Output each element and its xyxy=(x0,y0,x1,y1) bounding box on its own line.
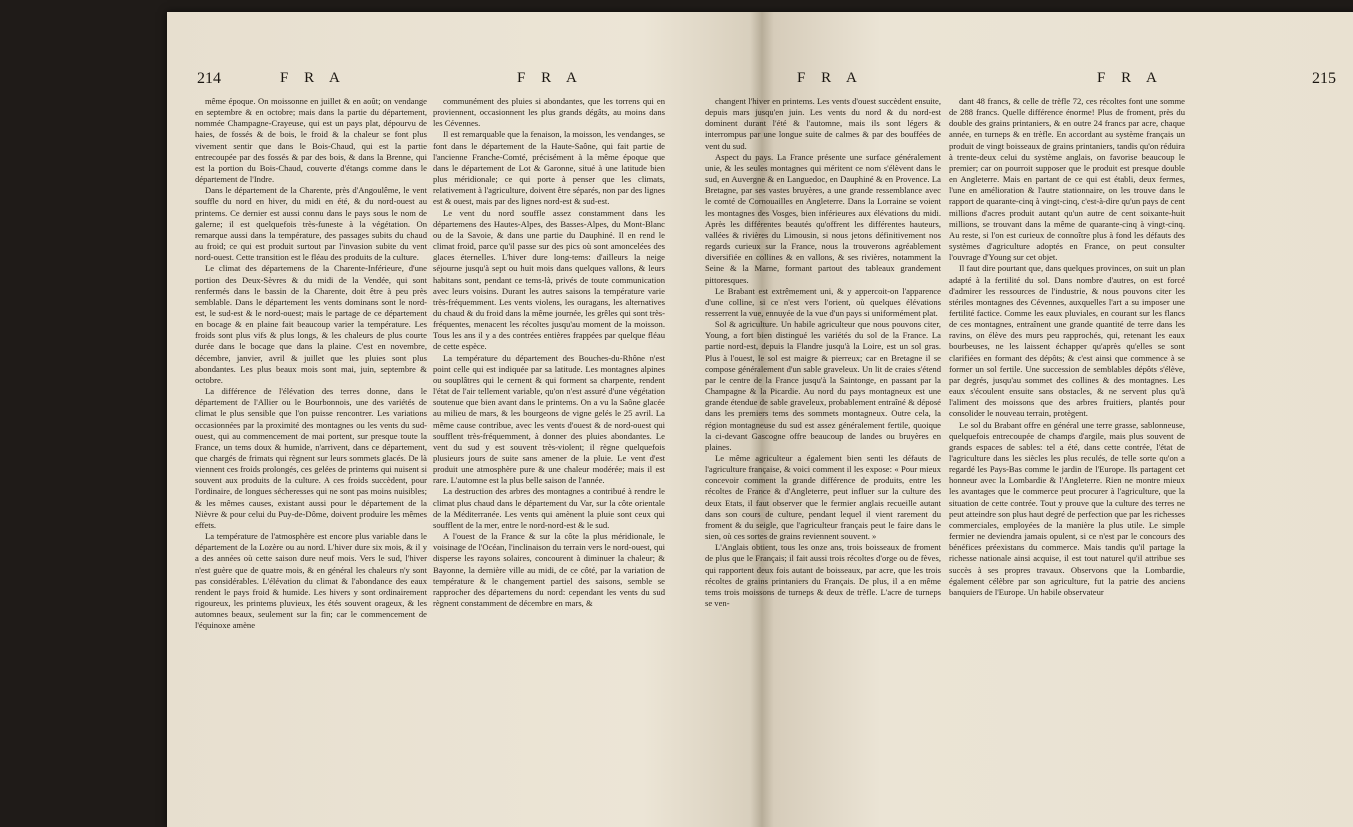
left-column-1 xyxy=(195,96,427,801)
running-head-right-col1: F R A xyxy=(797,70,863,86)
book-spread xyxy=(167,12,1353,827)
paragraph: Le sol du Brabant offre en général une terre grasse, sablonneuse, quelquefois entrecoupée de champs d'argile, mais plus souvent de grands espaces de sables: tel a été, dans cette contrée, l'état de l'agriculture dans les siècles les plus reculés, de telle sorte qu'on a regardé les Pays-Bas comme le jardin de l'Europe. Ils partagent cet honneur avec la Lombardie & l'Angleterre. Rien ne montre mieux les avantages que le commerce peut procurer à l'agriculture, que la situation de cette contrée. Tout y prouve que la culture des terres ne peut atteindre son plus haut degré de perfection que par les richesses commerciales, employées de la manière la plus utile. Le simple fermier ne deviendra jamais opulent, si ce n'est par le concours des bénéfices préexistans du commerce. Mais tandis qu'il partage la richesse nationale ainsi acquise, il est tout naturel qu'il attribue ses succès à ses propres travaux. Observons que la Lombardie, également célèbre par son agriculture, fut la patrie des anciens banquiers de l'Europe. Un habile observateur xyxy=(949,419,1185,597)
running-head-left-col2: F R A xyxy=(517,70,583,86)
right-column-2 xyxy=(949,96,1185,801)
page-number-right: 215 xyxy=(1312,70,1336,87)
paragraph: A l'ouest de la France & sur la côte la plus méridionale, le voisinage de l'Océan, l'inclinaison du terrain vers le nord-ouest, qui disperse les rayons solaires, concourent à diminuer la chaleur; & Bayonne, la dernière ville au midi, de ce côté, par la variation de température & le changement partiel des saisons, semble se rapprocher des départemens du nord: cependant les vents du sud règnent constamment de décembre en mars, & xyxy=(433,531,665,609)
paragraph: communément des pluies si abondantes, que les torrens qui en proviennent, occasionnent les plus grands dégâts, au moins dans les Cévennes. xyxy=(433,96,665,129)
running-head-right-col2: F R A xyxy=(1097,70,1163,86)
left-page xyxy=(167,12,672,827)
paragraph: même époque. On moissonne en juillet & en août; on vendange en septembre & en octobre; mais dans la partie du département, nommée Champagne-Crayeuse, qui est un pays plat, dépourvu de haies, de fossés & de bois, le froid & la chaleur se font plus vivement sentir que dans le Bois-Chaud, qui est la partie entrecoupée par des fossés & par des bois, & dans la Brenne, qui est la portion du Bois-Chaud, couverte d'étangs comme dans le département de l'Indre. xyxy=(195,96,427,185)
running-head-left-col1: F R A xyxy=(280,70,346,86)
paragraph: Le Brabant est extrêmement uni, & y appercoit-on l'apparence d'une colline, si ce n'est vers l'orient, où quelques élévations resserrent la vue, ennuyée de la vue d'un pays si uniformément plat. xyxy=(705,285,941,318)
right-column-1 xyxy=(705,96,941,801)
paragraph: Il est remarquable que la fenaison, la moisson, les vendanges, se font dans le département de la Haute-Saône, qui fait partie de l'ancienne Franche-Comté, précisément à la même époque que dans le département de Lot & Garonne, situé à une latitude bien plus méridionale; ce qui porte à penser que les climats, relativement à l'agriculture, doivent être séparés, non par des lignes est & ouest, mais par des lignes nord-est & sud-est. xyxy=(433,129,665,207)
paragraph: changent l'hiver en printems. Les vents d'ouest succèdent ensuite, depuis mars jusqu'en juin. Les vents du nord & du nord-est dominent durant l'été & l'automne, mais ils sont légers & interrompus par une longue suite de calmes & par des bouffées de vent du sud. xyxy=(705,96,941,151)
right-page xyxy=(677,12,1337,827)
paragraph: La différence de l'élévation des terres donne, dans le département de l'Allier ou le Bourbonnois, une des variétés de climat le plus sensible que l'on puisse rencontrer. Les variations occasionnées par la proximité des montagnes ou les vents du sud-ouest, qui au commencement de mai portent, sur presque toute la France, un tems doux & humide, n'arrivent, dans ce département, que chargés de frimats qui règnent sur leurs sommets glacés. De là viennent ces froids prolongés, ces gelées de printems qui nuisent si souvent aux produits de la culture. A ces froids succèdent, pour l'ordinaire, de longues sécheresses qui ne sont pas moins nuisibles; & les mêmes causes, existant aussi pour le département de la Nièvre & pour celui du Puy-de-Dôme, doivent produire les mêmes effets. xyxy=(195,386,427,530)
paragraph: L'Anglais obtient, tous les onze ans, trois boisseaux de froment de plus que le Français; il fait aussi trois récoltes d'orge ou de fèves, qui rapportent deux fois autant de boisseaux, par acre, que les trois récoltes de grains printaniers du Français. De plus, il a en même tems trois moissons de turneps & deux de trèfle. L'acre de turneps se ven- xyxy=(705,542,941,609)
paragraph: dant 48 francs, & celle de trèfle 72, ces récoltes font une somme de 288 francs. Quelle différence énorme! Plus de froment, près du double des grains printaniers, & en outre 24 francs par acre, chaque année, en turneps & en trèfle. En accordant au système français un produit de vingt boisseaux de grains printaniers, tandis qu'on réduira à trente-deux celui du système anglais, on favorise beaucoup le premier; car on pourroit supposer que le produit est presque double en Angleterre. Mais en partant de ce qui est établi, deux fermes, l'une en amélioration & l'autre stationnaire, on les trouve dans le rapport de quarante-cinq à vingt-cinq, c'est-à-dire qu'un pays de cent millions d'acres produit autant qu'un autre de cent soixante-huit millions, se trouvant dans la même de quarante-cinq à vingt-cinq. Au reste, si l'on est curieux de connoître plus à fond les défauts des systèmes d'agriculture adoptés en France, on peut consulter l'ouvrage d'Young sur cet objet. xyxy=(949,96,1185,263)
paragraph: Le climat des départemens de la Charente-Inférieure, d'une portion des Deux-Sèvres & du midi de la Vendée, qui sont renfermés dans le bassin de la Charente, doit être à peu près semblable. Dans le département les vents dominans sont le nord-est, le sud-est & le nord-ouest; mais le partage de ce département en bocage & en plaine fait beaucoup varier la température. Les froids sont plus vifs & plus longs, & les chaleurs de plus courte durée dans le bocage que dans la plaine. C'est en novembre, décembre, janvier, avril & juillet que les pluies sont plus abondantes. Les plus beaux mois sont mai, juin, septembre & octobre. xyxy=(195,263,427,385)
page-number-left: 214 xyxy=(197,70,221,87)
paragraph: Sol & agriculture. Un habile agriculteur que nous pouvons citer, Young, a fort bien distingué les variétés du sol de la France. La partie nord-est, depuis la Flandre jusqu'à la Loire, est un sol gras. Plus à l'ouest, le sol est maigre & pierreux; car en Bretagne il se compose généralement d'un sable graveleux. Un lit de craies s'étend par le centre de la France jusqu'à la Saintonge, en passant par la Champagne & la Picardie. Au nord du pays montagneux est une grande étendue de sable graveleux, probablement entraîné & déposé dans les premiers tems des sommets montagneux. Outre cela, la région montagneuse du sud est assez généralement fertile, quoique la ci-devant Gascogne offre beaucoup de landes ou bruyères en plaines. xyxy=(705,319,941,452)
paragraph: La température du département des Bouches-du-Rhône n'est point celle qui est indiquée par sa latitude. Les montagnes alpines ou souplâtres qui le cernent & qui forment sa charpente, rendent l'état de l'air tellement variable, qu'on n'est assuré d'une végétation soutenue que bien avant dans le printems. On a vu la Saône glacée au milieu de mars, & les bourgeons de vigne gelés le 25 avril. La même cause contribue, avec les vents d'ouest & de nord-ouest qui soufflent très-fréquemment, à donner des pluies abondantes. Le vent du sud y est souvent très-violent; il règne quelquefois plusieurs jours de suite sans amener de la pluie. Le vent d'est produit une atmosphère pure & une chaleur modérée; mais il est rare. L'automne est la plus belle saison de l'année. xyxy=(433,352,665,486)
left-column-2 xyxy=(433,96,665,801)
paragraph: Le même agriculteur a également bien senti les défauts de l'agriculture française, & voici comment il les expose: « Pour mieux concevoir comment la grande différence de produits, entre les récoltes de France & d'Angleterre, peut influer sur la culture des deux Etats, il faut observer que le fermier anglais recueille autant dans son cours de culture, pendant lequel il vient rarement du froment & du seigle, que l'agriculteur français peut le faire dans le sien, où ces sortes de grains reviennent souvent. » xyxy=(705,453,941,542)
paragraph: La température de l'atmosphère est encore plus variable dans le département de la Lozère ou au nord. L'hiver dure six mois, & il y a des années où cette saison dure neuf mois. Vers le sud, l'hiver n'est guère que de quatre mois, & en général les chaleurs n'y sont pas considérables. L'élévation du climat & l'abondance des eaux rendent le pays froid & humide. Les hivers y sont ordinairement rigoureux, les printems pluvieux, les étés souvent orageux, & les automnes beaux, seulement sur la fin; car le commencement de l'équinoxe amène xyxy=(195,531,427,631)
paragraph: Aspect du pays. La France présente une surface généralement unie, & les seules montagnes qui méritent ce nom s'élèvent dans le sud, en Auvergne & en Languedoc, en Dauphiné & en Provence. La Bretagne, par ses vastes bruyères, a une grande ressemblance avec le comté de Cornouailles en Angleterre. Dans la Lorraine se voient les montagnes des Vosges, bien inférieures aux élévations du midi. Après les différentes beautés qu'offrent les différentes hauteurs, vallées & rivières du Limousin, si nous jetons définitivement nos regards curieux sur la France, nous la trouverons agréablement diversifiée en collines & en vallons, & ses rivières, notamment la Seine & la Marne, formant partout des tableaux grandement pittoresques. xyxy=(705,151,941,285)
paragraph: La destruction des arbres des montagnes a contribué à rendre le climat plus chaud dans le département du Var, sur la côte orientale de la Méditerranée. Les vents qui amènent la pluie sont ceux qui soufflent de la mer, entre le nord-nord-est & le sud. xyxy=(433,486,665,530)
paragraph: Il faut dire pourtant que, dans quelques provinces, on suit un plan adapté à la fertilité du sol. Dans nombre d'autres, on est forcé d'admirer les ressources de l'industrie, & nous pouvons citer les stériles montagnes des Cévennes, auxquelles l'art a su imposer une fertilité factice. Comme les eaux pluviales, en courant sur les flancs de ces montagnes, entraînent une grande quantité de terre dans les ravins, on élève des murs peu rapprochés, qui, retenant les eaux bourbeuses, ne les laissent échapper qu'après qu'elles se sont clarifiées en formant des dépôts; & c'est ainsi que commence à se former un sol fertile. Une succession de semblables dépôts s'élève, par degrés, jusqu'au sommet des collines & des montagnes. Les eaux s'écoulent ensuite sans obstacles, & ne servent plus qu'à l'aliment des moissons que des arbres fruitiers, plantés pour consolider le nouveau terrain, protègent. xyxy=(949,263,1185,419)
paragraph: Le vent du nord souffle assez constamment dans les départemens des Hautes-Alpes, des Basses-Alpes, du Mont-Blanc ou de la Savoie, & dans une partie du Dauphiné. Il en rend le climat froid, parce qu'il passe sur des pics où sont amoncelées des glaces éternelles. L'hiver dure long-tems: d'ailleurs la neige séjourne jusqu'à sept ou huit mois dans quelques vallons, & leurs habitans sont, pendant ce tems-là, privés de toute communication avec leurs voisins. Durant les autres saisons la température varie très-fréquemment. Les vents violens, les ouragans, les alternatives du chaud & du froid dans la même journée, les grêles qui sont très-fréquentes, menacent les récoltes jusqu'au moment de la moisson. Tous les ans il y a des contrées entières frappées par quelque fléau de cette espèce. xyxy=(433,207,665,352)
paragraph: Dans le département de la Charente, près d'Angoulême, le vent souffle du nord en hiver, du midi en été, & du nord-ouest au printems. Ce dernier est aussi connu dans le pays sous le nom de galerne; il est quelquefois très-funeste à la végétation. On remarque aussi dans la température, des passages subits du chaud au froid; ce qui est produit surtout par l'invasion subite du vent nord-ouest. Cette transition est le fléau des produits de la culture. xyxy=(195,185,427,263)
